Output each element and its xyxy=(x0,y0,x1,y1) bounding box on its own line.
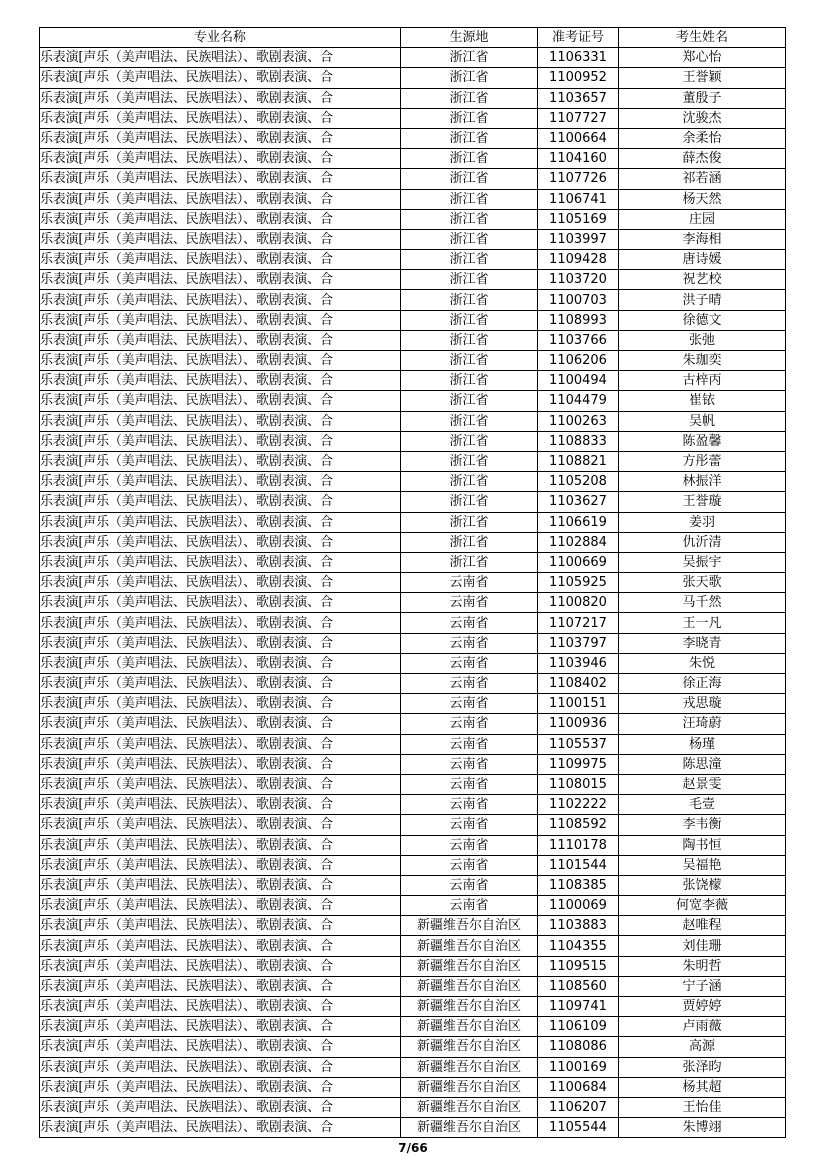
origin-cell: 云南省 xyxy=(401,815,538,835)
major-cell: 乐表演[声乐（美声唱法、民族唱法）、歌剧表演、合 xyxy=(40,976,401,996)
exam-id-cell: 1103657 xyxy=(538,88,619,108)
major-cell: 乐表演[声乐（美声唱法、民族唱法）、歌剧表演、合 xyxy=(40,391,401,411)
major-cell: 乐表演[声乐（美声唱法、民族唱法）、歌剧表演、合 xyxy=(40,451,401,471)
exam-id-cell: 1102884 xyxy=(538,532,619,552)
table-row xyxy=(40,512,786,532)
name-cell: 朱明哲 xyxy=(619,956,786,976)
origin-cell: 云南省 xyxy=(401,714,538,734)
major-cell: 乐表演[声乐（美声唱法、民族唱法）、歌剧表演、合 xyxy=(40,674,401,694)
origin-cell: 浙江省 xyxy=(401,169,538,189)
name-cell: 朱悦 xyxy=(619,653,786,673)
major-cell: 乐表演[声乐（美声唱法、民族唱法）、歌剧表演、合 xyxy=(40,573,401,593)
table-row xyxy=(40,896,786,916)
origin-cell: 浙江省 xyxy=(401,512,538,532)
exam-id-cell: 1109515 xyxy=(538,956,619,976)
major-cell: 乐表演[声乐（美声唱法、民族唱法）、歌剧表演、合 xyxy=(40,593,401,613)
table-row xyxy=(40,492,786,512)
table-row xyxy=(40,754,786,774)
exam-id-cell: 1108821 xyxy=(538,451,619,471)
name-cell: 王誉颖 xyxy=(619,68,786,88)
table-body xyxy=(40,48,786,1138)
exam-id-cell: 1100669 xyxy=(538,552,619,572)
table-row xyxy=(40,1017,786,1037)
origin-cell: 浙江省 xyxy=(401,290,538,310)
origin-cell: 浙江省 xyxy=(401,431,538,451)
table-row xyxy=(40,694,786,714)
name-cell: 贾婷婷 xyxy=(619,997,786,1017)
table-row xyxy=(40,472,786,492)
major-cell: 乐表演[声乐（美声唱法、民族唱法）、歌剧表演、合 xyxy=(40,351,401,371)
major-cell: 乐表演[声乐（美声唱法、民族唱法）、歌剧表演、合 xyxy=(40,896,401,916)
exam-id-cell: 1100664 xyxy=(538,128,619,148)
major-cell: 乐表演[声乐（美声唱法、民族唱法）、歌剧表演、合 xyxy=(40,108,401,128)
exam-id-cell: 1106741 xyxy=(538,189,619,209)
major-cell: 乐表演[声乐（美声唱法、民族唱法）、歌剧表演、合 xyxy=(40,855,401,875)
origin-cell: 浙江省 xyxy=(401,330,538,350)
exam-id-cell: 1104160 xyxy=(538,149,619,169)
origin-cell: 云南省 xyxy=(401,613,538,633)
table-row xyxy=(40,734,786,754)
major-cell: 乐表演[声乐（美声唱法、民族唱法）、歌剧表演、合 xyxy=(40,795,401,815)
name-cell: 毛壹 xyxy=(619,795,786,815)
name-cell: 祝艺校 xyxy=(619,270,786,290)
origin-cell: 浙江省 xyxy=(401,88,538,108)
table-row xyxy=(40,310,786,330)
table-row xyxy=(40,371,786,391)
origin-cell: 云南省 xyxy=(401,896,538,916)
name-cell: 崔铱 xyxy=(619,391,786,411)
exam-id-cell: 1105544 xyxy=(538,1118,619,1138)
header-row xyxy=(40,28,786,48)
name-cell: 赵景雯 xyxy=(619,774,786,794)
table-row xyxy=(40,815,786,835)
table-row xyxy=(40,1037,786,1057)
origin-cell: 浙江省 xyxy=(401,189,538,209)
exam-id-cell: 1100936 xyxy=(538,714,619,734)
origin-cell: 新疆维吾尔自治区 xyxy=(401,976,538,996)
exam-id-cell: 1106207 xyxy=(538,1097,619,1117)
major-cell: 乐表演[声乐（美声唱法、民族唱法）、歌剧表演、合 xyxy=(40,633,401,653)
major-cell: 乐表演[声乐（美声唱法、民族唱法）、歌剧表演、合 xyxy=(40,936,401,956)
table-row xyxy=(40,411,786,431)
major-cell: 乐表演[声乐（美声唱法、民族唱法）、歌剧表演、合 xyxy=(40,1097,401,1117)
table-row xyxy=(40,330,786,350)
major-cell: 乐表演[声乐（美声唱法、民族唱法）、歌剧表演、合 xyxy=(40,875,401,895)
major-cell: 乐表演[声乐（美声唱法、民族唱法）、歌剧表演、合 xyxy=(40,1037,401,1057)
exam-id-cell: 1103797 xyxy=(538,633,619,653)
major-cell: 乐表演[声乐（美声唱法、民族唱法）、歌剧表演、合 xyxy=(40,371,401,391)
table-row xyxy=(40,169,786,189)
name-cell: 庄园 xyxy=(619,209,786,229)
origin-cell: 新疆维吾尔自治区 xyxy=(401,1017,538,1037)
major-cell: 乐表演[声乐（美声唱法、民族唱法）、歌剧表演、合 xyxy=(40,48,401,68)
exam-id-cell: 1109428 xyxy=(538,250,619,270)
name-cell: 吴帆 xyxy=(619,411,786,431)
name-cell: 朱珈奕 xyxy=(619,351,786,371)
major-cell: 乐表演[声乐（美声唱法、民族唱法）、歌剧表演、合 xyxy=(40,694,401,714)
table-row xyxy=(40,774,786,794)
table-row xyxy=(40,552,786,572)
major-cell: 乐表演[声乐（美声唱法、民族唱法）、歌剧表演、合 xyxy=(40,250,401,270)
origin-cell: 新疆维吾尔自治区 xyxy=(401,1037,538,1057)
major-cell: 乐表演[声乐（美声唱法、民族唱法）、歌剧表演、合 xyxy=(40,270,401,290)
name-cell: 赵唯程 xyxy=(619,916,786,936)
exam-id-cell: 1100684 xyxy=(538,1077,619,1097)
name-cell: 王一凡 xyxy=(619,613,786,633)
major-cell: 乐表演[声乐（美声唱法、民族唱法）、歌剧表演、合 xyxy=(40,169,401,189)
table-row xyxy=(40,391,786,411)
major-cell: 乐表演[声乐（美声唱法、民族唱法）、歌剧表演、合 xyxy=(40,128,401,148)
name-cell: 戎思璇 xyxy=(619,694,786,714)
exam-id-cell: 1100820 xyxy=(538,593,619,613)
origin-cell: 浙江省 xyxy=(401,149,538,169)
table-row xyxy=(40,250,786,270)
origin-cell: 新疆维吾尔自治区 xyxy=(401,1057,538,1077)
exam-id-cell: 1103946 xyxy=(538,653,619,673)
name-cell: 沈骏杰 xyxy=(619,108,786,128)
exam-id-cell: 1102222 xyxy=(538,795,619,815)
origin-cell: 云南省 xyxy=(401,633,538,653)
table-row xyxy=(40,1077,786,1097)
name-cell: 张泽昀 xyxy=(619,1057,786,1077)
origin-cell: 浙江省 xyxy=(401,472,538,492)
table-row xyxy=(40,229,786,249)
name-cell: 林振洋 xyxy=(619,472,786,492)
table-row xyxy=(40,573,786,593)
name-cell: 余柔怡 xyxy=(619,128,786,148)
table-row xyxy=(40,956,786,976)
header-origin: 生源地 xyxy=(401,28,538,48)
table-row xyxy=(40,633,786,653)
exam-id-cell: 1100151 xyxy=(538,694,619,714)
origin-cell: 浙江省 xyxy=(401,391,538,411)
table-row xyxy=(40,593,786,613)
origin-cell: 浙江省 xyxy=(401,229,538,249)
table-row xyxy=(40,674,786,694)
name-cell: 仇沂清 xyxy=(619,532,786,552)
exam-id-cell: 1103997 xyxy=(538,229,619,249)
table-row xyxy=(40,714,786,734)
major-cell: 乐表演[声乐（美声唱法、民族唱法）、歌剧表演、合 xyxy=(40,916,401,936)
major-cell: 乐表演[声乐（美声唱法、民族唱法）、歌剧表演、合 xyxy=(40,552,401,572)
name-cell: 王怡佳 xyxy=(619,1097,786,1117)
origin-cell: 浙江省 xyxy=(401,492,538,512)
exam-id-cell: 1108833 xyxy=(538,431,619,451)
major-cell: 乐表演[声乐（美声唱法、民族唱法）、歌剧表演、合 xyxy=(40,189,401,209)
exam-id-cell: 1100263 xyxy=(538,411,619,431)
origin-cell: 新疆维吾尔自治区 xyxy=(401,1097,538,1117)
name-cell: 何宽李薇 xyxy=(619,896,786,916)
name-cell: 唐诗媛 xyxy=(619,250,786,270)
origin-cell: 云南省 xyxy=(401,754,538,774)
origin-cell: 云南省 xyxy=(401,573,538,593)
table-row xyxy=(40,1097,786,1117)
major-cell: 乐表演[声乐（美声唱法、民族唱法）、歌剧表演、合 xyxy=(40,229,401,249)
exam-id-cell: 1108086 xyxy=(538,1037,619,1057)
exam-id-cell: 1110178 xyxy=(538,835,619,855)
origin-cell: 云南省 xyxy=(401,694,538,714)
name-cell: 汪琦蔚 xyxy=(619,714,786,734)
major-cell: 乐表演[声乐（美声唱法、民族唱法）、歌剧表演、合 xyxy=(40,149,401,169)
major-cell: 乐表演[声乐（美声唱法、民族唱法）、歌剧表演、合 xyxy=(40,956,401,976)
table-row xyxy=(40,431,786,451)
origin-cell: 云南省 xyxy=(401,875,538,895)
origin-cell: 浙江省 xyxy=(401,411,538,431)
origin-cell: 云南省 xyxy=(401,855,538,875)
major-cell: 乐表演[声乐（美声唱法、民族唱法）、歌剧表演、合 xyxy=(40,68,401,88)
table-row xyxy=(40,653,786,673)
table-row xyxy=(40,875,786,895)
name-cell: 陈思潼 xyxy=(619,754,786,774)
table-row xyxy=(40,68,786,88)
header-major: 专业名称 xyxy=(40,28,401,48)
major-cell: 乐表演[声乐（美声唱法、民族唱法）、歌剧表演、合 xyxy=(40,330,401,350)
table-row xyxy=(40,149,786,169)
name-cell: 刘佳珊 xyxy=(619,936,786,956)
major-cell: 乐表演[声乐（美声唱法、民族唱法）、歌剧表演、合 xyxy=(40,1057,401,1077)
table-row xyxy=(40,88,786,108)
exam-id-cell: 1105537 xyxy=(538,734,619,754)
exam-id-cell: 1105925 xyxy=(538,573,619,593)
table-row xyxy=(40,351,786,371)
name-cell: 董殷子 xyxy=(619,88,786,108)
table-row xyxy=(40,997,786,1017)
exam-id-cell: 1108402 xyxy=(538,674,619,694)
exam-id-cell: 1107726 xyxy=(538,169,619,189)
name-cell: 薛杰俊 xyxy=(619,149,786,169)
major-cell: 乐表演[声乐（美声唱法、民族唱法）、歌剧表演、合 xyxy=(40,613,401,633)
major-cell: 乐表演[声乐（美声唱法、民族唱法）、歌剧表演、合 xyxy=(40,209,401,229)
table-row xyxy=(40,976,786,996)
name-cell: 张天歌 xyxy=(619,573,786,593)
major-cell: 乐表演[声乐（美声唱法、民族唱法）、歌剧表演、合 xyxy=(40,431,401,451)
name-cell: 祁若涵 xyxy=(619,169,786,189)
exam-id-cell: 1106206 xyxy=(538,351,619,371)
admission-list-table xyxy=(39,27,786,1138)
origin-cell: 云南省 xyxy=(401,674,538,694)
exam-id-cell: 1106109 xyxy=(538,1017,619,1037)
exam-id-cell: 1100703 xyxy=(538,290,619,310)
name-cell: 张弛 xyxy=(619,330,786,350)
origin-cell: 浙江省 xyxy=(401,108,538,128)
page-number: 7/66 xyxy=(398,1141,428,1155)
origin-cell: 浙江省 xyxy=(401,552,538,572)
origin-cell: 新疆维吾尔自治区 xyxy=(401,997,538,1017)
exam-id-cell: 1107217 xyxy=(538,613,619,633)
exam-id-cell: 1106619 xyxy=(538,512,619,532)
name-cell: 李晓青 xyxy=(619,633,786,653)
major-cell: 乐表演[声乐（美声唱法、民族唱法）、歌剧表演、合 xyxy=(40,734,401,754)
table-row xyxy=(40,48,786,68)
name-cell: 洪子晴 xyxy=(619,290,786,310)
origin-cell: 云南省 xyxy=(401,835,538,855)
major-cell: 乐表演[声乐（美声唱法、民族唱法）、歌剧表演、合 xyxy=(40,815,401,835)
major-cell: 乐表演[声乐（美声唱法、民族唱法）、歌剧表演、合 xyxy=(40,472,401,492)
table-row xyxy=(40,108,786,128)
table-row xyxy=(40,1118,786,1138)
table-row xyxy=(40,835,786,855)
exam-id-cell: 1101544 xyxy=(538,855,619,875)
table-row xyxy=(40,270,786,290)
major-cell: 乐表演[声乐（美声唱法、民族唱法）、歌剧表演、合 xyxy=(40,492,401,512)
table-row xyxy=(40,613,786,633)
table-row xyxy=(40,290,786,310)
exam-id-cell: 1103766 xyxy=(538,330,619,350)
name-cell: 古梓丙 xyxy=(619,371,786,391)
exam-id-cell: 1104479 xyxy=(538,391,619,411)
table-row xyxy=(40,532,786,552)
name-cell: 张饶檬 xyxy=(619,875,786,895)
exam-id-cell: 1100952 xyxy=(538,68,619,88)
exam-id-cell: 1109975 xyxy=(538,754,619,774)
name-cell: 徐德文 xyxy=(619,310,786,330)
major-cell: 乐表演[声乐（美声唱法、民族唱法）、歌剧表演、合 xyxy=(40,835,401,855)
major-cell: 乐表演[声乐（美声唱法、民族唱法）、歌剧表演、合 xyxy=(40,997,401,1017)
name-cell: 王誉璇 xyxy=(619,492,786,512)
exam-id-cell: 1100069 xyxy=(538,896,619,916)
exam-id-cell: 1105208 xyxy=(538,472,619,492)
origin-cell: 新疆维吾尔自治区 xyxy=(401,1077,538,1097)
exam-id-cell: 1109741 xyxy=(538,997,619,1017)
major-cell: 乐表演[声乐（美声唱法、民族唱法）、歌剧表演、合 xyxy=(40,512,401,532)
origin-cell: 浙江省 xyxy=(401,250,538,270)
origin-cell: 浙江省 xyxy=(401,270,538,290)
major-cell: 乐表演[声乐（美声唱法、民族唱法）、歌剧表演、合 xyxy=(40,88,401,108)
exam-id-cell: 1108560 xyxy=(538,976,619,996)
major-cell: 乐表演[声乐（美声唱法、民族唱法）、歌剧表演、合 xyxy=(40,1017,401,1037)
name-cell: 朱博翊 xyxy=(619,1118,786,1138)
major-cell: 乐表演[声乐（美声唱法、民族唱法）、歌剧表演、合 xyxy=(40,411,401,431)
origin-cell: 浙江省 xyxy=(401,371,538,391)
name-cell: 马千然 xyxy=(619,593,786,613)
major-cell: 乐表演[声乐（美声唱法、民族唱法）、歌剧表演、合 xyxy=(40,653,401,673)
name-cell: 徐正海 xyxy=(619,674,786,694)
name-cell: 陈盈馨 xyxy=(619,431,786,451)
origin-cell: 云南省 xyxy=(401,774,538,794)
name-cell: 陶书恒 xyxy=(619,835,786,855)
exam-id-cell: 1103883 xyxy=(538,916,619,936)
name-cell: 吴振宇 xyxy=(619,552,786,572)
origin-cell: 新疆维吾尔自治区 xyxy=(401,916,538,936)
exam-id-cell: 1108385 xyxy=(538,875,619,895)
table-row xyxy=(40,916,786,936)
origin-cell: 云南省 xyxy=(401,734,538,754)
origin-cell: 新疆维吾尔自治区 xyxy=(401,1118,538,1138)
table-row xyxy=(40,855,786,875)
name-cell: 杨天然 xyxy=(619,189,786,209)
origin-cell: 浙江省 xyxy=(401,310,538,330)
header-exam-id: 准考证号 xyxy=(538,28,619,48)
exam-id-cell: 1100494 xyxy=(538,371,619,391)
table-row xyxy=(40,451,786,471)
origin-cell: 浙江省 xyxy=(401,48,538,68)
name-cell: 李韦衡 xyxy=(619,815,786,835)
table-row xyxy=(40,936,786,956)
exam-id-cell: 1103627 xyxy=(538,492,619,512)
name-cell: 高源 xyxy=(619,1037,786,1057)
major-cell: 乐表演[声乐（美声唱法、民族唱法）、歌剧表演、合 xyxy=(40,774,401,794)
name-cell: 方彤蕾 xyxy=(619,451,786,471)
major-cell: 乐表演[声乐（美声唱法、民族唱法）、歌剧表演、合 xyxy=(40,754,401,774)
table-row xyxy=(40,795,786,815)
name-cell: 杨瑾 xyxy=(619,734,786,754)
origin-cell: 浙江省 xyxy=(401,532,538,552)
major-cell: 乐表演[声乐（美声唱法、民族唱法）、歌剧表演、合 xyxy=(40,1077,401,1097)
major-cell: 乐表演[声乐（美声唱法、民族唱法）、歌剧表演、合 xyxy=(40,290,401,310)
exam-id-cell: 1107727 xyxy=(538,108,619,128)
name-cell: 李海相 xyxy=(619,229,786,249)
exam-id-cell: 1104355 xyxy=(538,936,619,956)
name-cell: 姜羽 xyxy=(619,512,786,532)
origin-cell: 浙江省 xyxy=(401,209,538,229)
exam-id-cell: 1108993 xyxy=(538,310,619,330)
name-cell: 吴福艳 xyxy=(619,855,786,875)
major-cell: 乐表演[声乐（美声唱法、民族唱法）、歌剧表演、合 xyxy=(40,714,401,734)
origin-cell: 新疆维吾尔自治区 xyxy=(401,936,538,956)
exam-id-cell: 1106331 xyxy=(538,48,619,68)
origin-cell: 浙江省 xyxy=(401,128,538,148)
exam-id-cell: 1103720 xyxy=(538,270,619,290)
major-cell: 乐表演[声乐（美声唱法、民族唱法）、歌剧表演、合 xyxy=(40,1118,401,1138)
header-name: 考生姓名 xyxy=(619,28,786,48)
major-cell: 乐表演[声乐（美声唱法、民族唱法）、歌剧表演、合 xyxy=(40,532,401,552)
exam-id-cell: 1108015 xyxy=(538,774,619,794)
origin-cell: 云南省 xyxy=(401,653,538,673)
table-row xyxy=(40,128,786,148)
origin-cell: 浙江省 xyxy=(401,68,538,88)
origin-cell: 浙江省 xyxy=(401,351,538,371)
table-row xyxy=(40,209,786,229)
origin-cell: 浙江省 xyxy=(401,451,538,471)
table-row xyxy=(40,1057,786,1077)
exam-id-cell: 1100169 xyxy=(538,1057,619,1077)
name-cell: 郑心怡 xyxy=(619,48,786,68)
name-cell: 杨其超 xyxy=(619,1077,786,1097)
major-cell: 乐表演[声乐（美声唱法、民族唱法）、歌剧表演、合 xyxy=(40,310,401,330)
table-row xyxy=(40,189,786,209)
exam-id-cell: 1108592 xyxy=(538,815,619,835)
name-cell: 卢雨薇 xyxy=(619,1017,786,1037)
origin-cell: 新疆维吾尔自治区 xyxy=(401,956,538,976)
name-cell: 宁子涵 xyxy=(619,976,786,996)
origin-cell: 云南省 xyxy=(401,593,538,613)
origin-cell: 云南省 xyxy=(401,795,538,815)
exam-id-cell: 1105169 xyxy=(538,209,619,229)
